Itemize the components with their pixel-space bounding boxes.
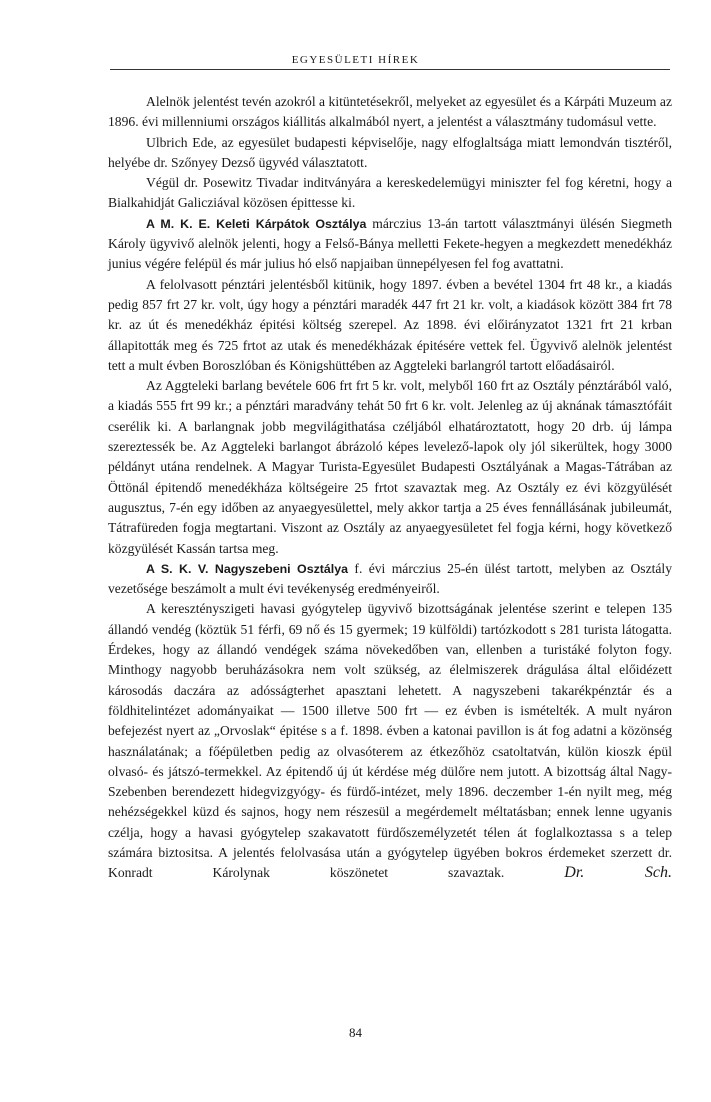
header-rule xyxy=(110,69,670,70)
header-title: EGYESÜLETI HÍREK xyxy=(291,54,420,66)
section-heading-nagyszebeni: A S. K. V. Nagyszebeni Osztálya xyxy=(146,561,349,576)
page-number: 84 xyxy=(349,1025,362,1040)
paragraph-8 xyxy=(108,599,672,883)
signature: Dr. Sch. xyxy=(564,864,672,882)
paragraph-1: Alelnök jelentést tevén azokról a kitüntetésekről, melyeket az egyesület és a Kárpáti Muzeum az 1896. évi millenniumi országos kiállitás alkalmából nyert, a jelentést a választmány tudomásul vette. xyxy=(108,94,672,130)
article-body xyxy=(108,92,672,884)
running-header xyxy=(0,50,711,68)
paragraph-2: Ulbrich Ede, az egyesület budapesti képviselője, nagy elfoglaltsága miatt lemondván tisztéről, helyébe dr. Szőnyey Dezső ügyvéd választatott. xyxy=(108,134,672,170)
paragraph-7-text: f. évi márczius 25-én ülést tartott, melyben az Osztály vezetősége beszámolt a mult évi tevékenység eredményeiről. xyxy=(108,560,672,597)
paragraph-4 xyxy=(108,214,672,275)
paragraph-3: Végül dr. Posewitz Tivadar inditványára a kereskedelemügyi miniszter fel fog kéretni, hogy a Bialkahidját Galicziával közösen épittesse ki. xyxy=(108,175,672,211)
paragraph-8-text: A keresztényszigeti havasi gyógytelep ügyvivő bizottságának jelentése szerint e telepen 135 állandó vendég (köztük 51 férfi, 69 nő és 15 gyermek; 19 külföldi) tartózkodott s 281 turista látogatta. Érdekes, hogy az állandó vendégek száma növekedőben van, ellenben a turistáké folyton fogy. Minthogy nagyobb beruházásokra nem volt szükség, az élelmiszerek drágulása által előidézett károsodás daczára az adósságterhet apasztani lehetett. A nagyszebeni takarékpénztár és a földhitelintézet adományaikat — 1500 illetve 500 frt — ez évben is ismételték. A mult nyáron befejezést nyert az „Orvoslak“ épitése s a f. 1898. évben a katonai pavillon is át fog adatni a közönség használatának; a főépületben pedig az olvasóterem az étkezőhöz csatoltatván, külön kioszk épül olvasó- és játszó-termekkel. Az épitendő új út kérdése még dülőre nem jutott. A bizottság által Nagy-Szebenben berendezett hidegvizgyógy- és fürdő-intézet, mely 1896. deczember 1-én nyilt meg, még nehézségekkel küzd és sajnos, hogy nem részesül a megérdemelt méltatásban; ennek lenne ugyanis czélja, hogy a havasi gyógytelep szakavatott fürdőszemélyzetét télen át foglalkoztassa s a telep számára biztositsa. A jelentés felolvasása után a gyógytelep ügyében bokros érdemeket szerzett dr. Konradt Károlynak köszönetet szavaztak. xyxy=(108,601,672,881)
paragraph-7 xyxy=(108,559,672,600)
paragraph-4-text: márczius 13-án tartott választmányi ülésén Siegmeth Károly ügyvivő alelnök jelenti, hogy a Felső-Bánya melletti Fekete-hegyen a megkezdett menedékház junius végére felépül és már julius hó első napjaiban ünnepélyesen fel fog avattatni. xyxy=(108,215,672,272)
paragraph-6: Az Aggteleki barlang bevétele 606 frt frt 5 kr. volt, melyből 160 frt az Osztály pénztárából való, a kiadás 555 frt 99 kr.; a pénztári maradvány tehát 50 frt 6 kr. volt. Jelenleg az új aknának támasztófáit cserélik ki. A barlangnak jobb megvilágithatása czéljából elhatároztatott, hogy 20 drb. új lámpa szereztessék be. Az Aggteleki barlangot ábrázoló képes levelező-lapok oly jól sikerültek, hogy 3000 példányt utána rendelnek. A Magyar Turista-Egyesület Budapesti Osztályának a Magas-Tátrában az Öttönál épitendő menedékháza költségeire 25 frtot szavaztak meg. Az Osztály ez évi közgyülését augusztus, 7-én egy időben az anyaegyesülettel, mely akkor tartja a 25 éves fennállásának jubileumát, Tátrafüreden fogja megtartani. Viszont az Osztály az anyaegyesületet fel fogja kérni, hogy következő közgyülését Kassán tartsa meg. xyxy=(108,378,672,556)
paragraph-5: A felolvasott pénztári jelentésből kitünik, hogy 1897. évben a bevétel 1304 frt 48 kr., a kiadás pedig 857 frt 27 kr. volt, úgy hogy a pénztári maradék 447 frt 21 kr. volt, a kiadások között 384 frt 78 kr. az út és menedékház épitési költség szerepel. Az 1898. évi előirányzatot 1321 frt 21 krban állapitották meg és 725 frtot az utak és menedékházak épitésére vettek fel. Ügyvivő alelnök jelentést tett a mult évben Boroszlóban és Königshüttében az Aggteleki barlangról tartott előadásairól. xyxy=(108,276,672,373)
section-heading-keleti-karpatok: A M. K. E. Keleti Kárpátok Osztálya xyxy=(146,216,367,231)
